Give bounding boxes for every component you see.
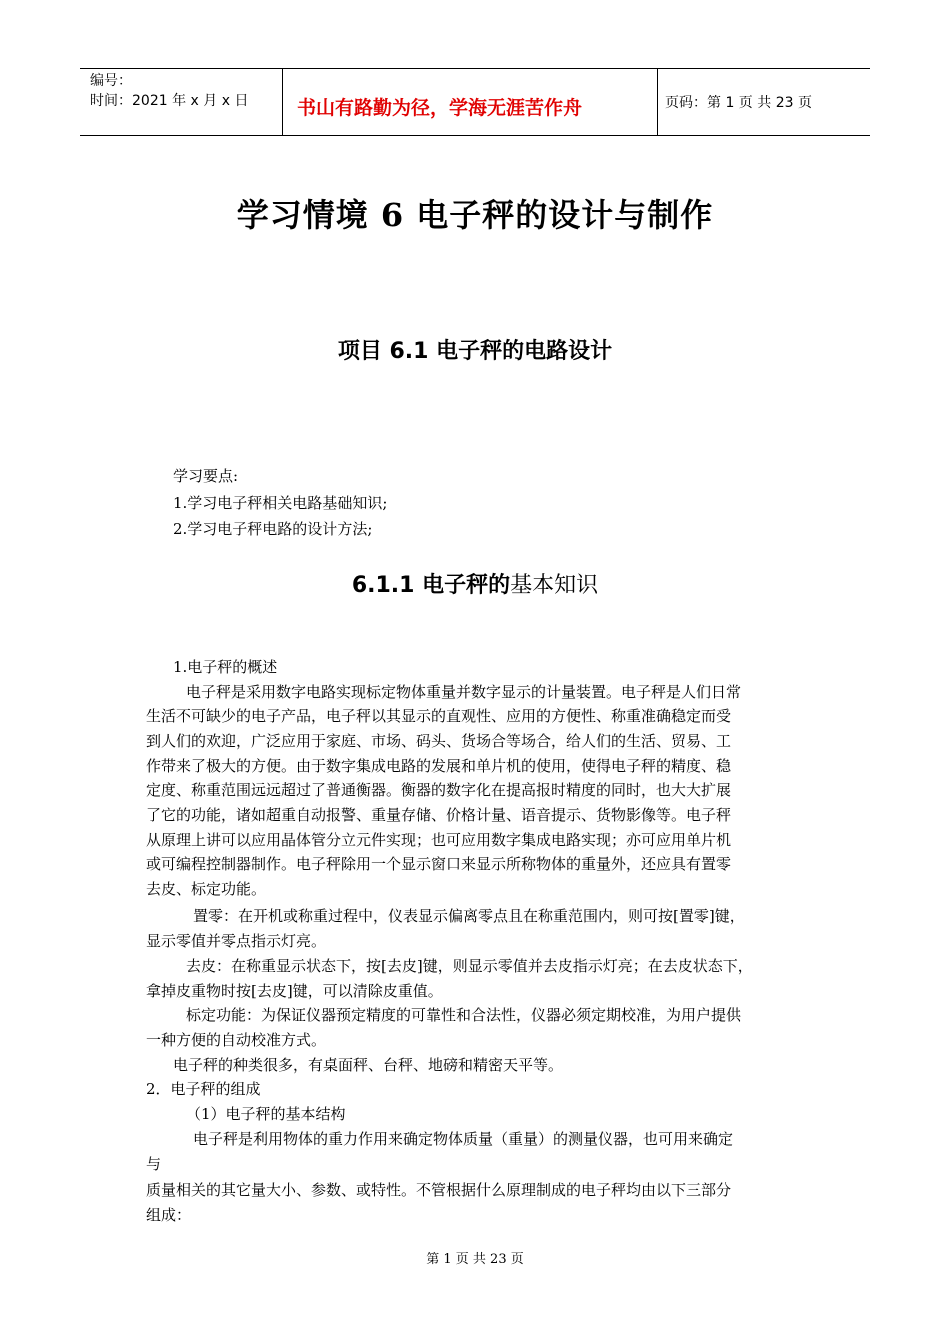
body-line: 显示零值并零点指示灯亮。 <box>146 932 327 950</box>
document-title: 学习情境 6 电子秤的设计与制作 <box>236 196 714 234</box>
body-line: 或可编程控制器制作。电子秤除用一个显示窗口来显示所称物体的重量外，还应具有置零 <box>146 855 732 873</box>
header-time-label: 时间：2021 年 x 月 x 日 <box>90 93 249 109</box>
body-line: 电子秤是采用数字电路实现标定物体重量并数字显示的计量装置。电子秤是人们日常 <box>186 683 742 701</box>
body-line: 与 <box>146 1155 162 1173</box>
body-line: 置零：在开机或称重过程中，仪表显示偏离零点且在称重范围内，则可按[置零]键， <box>193 907 745 925</box>
header-divider-left <box>282 68 283 136</box>
body-line: 2．电子秤的组成 <box>146 1080 261 1098</box>
project-subtitle: 项目 6.1 电子秤的电路设计 <box>337 339 613 364</box>
key-point-item: 2.学习电子秤电路的设计方法; <box>173 520 373 538</box>
body-line: 质量相关的其它量大小、参数、或特性。不管根据什么原理制成的电子秤均由以下三部分 <box>146 1181 732 1199</box>
section-title-bold: 6.1.1 电子秤的 <box>351 573 511 598</box>
header-motto: 书山有路勤为径，学海无涯苦作舟 <box>297 97 583 119</box>
body-line: 了它的功能，诸如超重自动报警、重量存储、价格计量、语音提示、货物影像等。电子秤 <box>146 806 732 824</box>
body-line: 一种方便的自动校准方式。 <box>146 1031 327 1049</box>
body-line: 作带来了极大的方便。由于数字集成电路的发展和单片机的使用，使得电子秤的精度、稳 <box>146 757 732 775</box>
body-line: 拿掉皮重物时按[去皮]键，可以清除皮重值。 <box>146 982 443 1000</box>
key-points-heading: 学习要点: <box>173 467 239 485</box>
header-divider-right <box>657 68 658 136</box>
header-bottom-rule <box>80 135 870 136</box>
body-line: 从原理上讲可以应用晶体管分立元件实现；也可应用数字集成电路实现；亦可应用单片机 <box>146 831 732 849</box>
page-footer: 第 1 页 共 23 页 <box>426 1252 524 1267</box>
body-line: 去皮：在称重显示状态下，按[去皮]键，则显示零值并去皮指示灯亮；在去皮状态下， <box>186 957 753 975</box>
body-line: 电子秤的种类很多，有桌面秤、台秤、地磅和精密天平等。 <box>173 1056 564 1074</box>
body-line: 生活不可缺少的电子产品，电子秤以其显示的直观性、应用的方便性、称重准确稳定而受 <box>146 707 732 725</box>
body-line: 去皮、标定功能。 <box>146 880 267 898</box>
body-line: 到人们的欢迎，广泛应用于家庭、市场、码头、货场合等场合，给人们的生活、贸易、工 <box>146 732 732 750</box>
body-line: 电子秤是利用物体的重力作用来确定物体质量（重量）的测量仪器，也可用来确定 <box>193 1130 734 1148</box>
body-line: 标定功能：为保证仪器预定精度的可靠性和合法性，仪器必须定期校准，为用户提供 <box>186 1006 742 1024</box>
header-top-rule <box>80 68 870 69</box>
body-line: （1）电子秤的基本结构 <box>186 1105 346 1123</box>
header-page-code: 页码：第 1 页 共 23 页 <box>665 95 812 111</box>
body-line: 组成： <box>146 1206 192 1224</box>
header-number-label: 编号： <box>90 73 132 89</box>
section-title <box>0 568 950 599</box>
body-line: 定度、称重范围远远超过了普通衡器。衡器的数字化在提高报时精度的同时，也大大扩展 <box>146 781 732 799</box>
body-line: 1.电子秤的概述 <box>173 658 278 676</box>
key-point-item: 1.学习电子秤相关电路基础知识; <box>173 494 388 512</box>
section-title-rest: 基本知识 <box>510 573 599 598</box>
